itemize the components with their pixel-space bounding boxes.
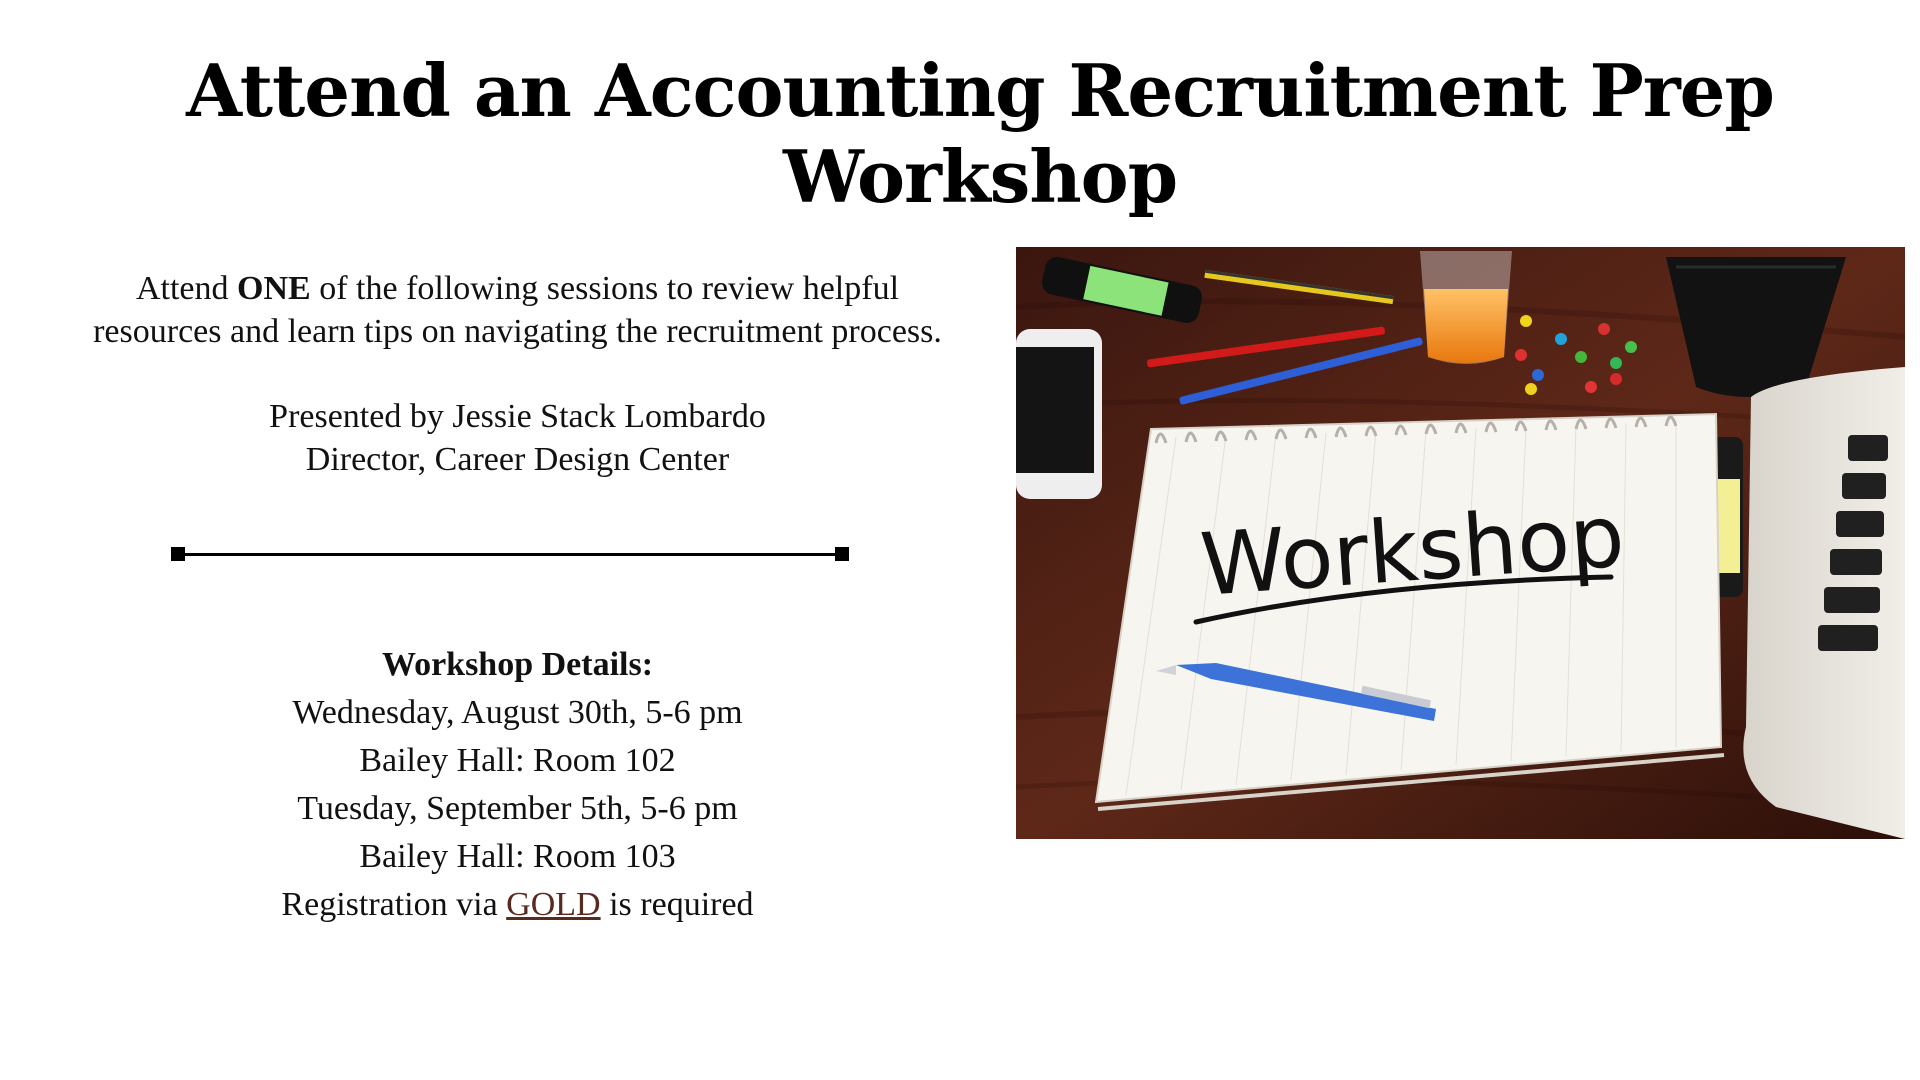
presenter-name: Presented by Jessie Stack Lombardo: [269, 398, 766, 435]
phone-icon: [1016, 329, 1102, 499]
session-2-date: Tuesday, September 5th, 5-6 pm: [297, 790, 738, 827]
workshop-details: [30, 641, 1005, 929]
intro-post: of the following sessions to review helpful: [310, 270, 900, 307]
registration-post: is required: [600, 886, 754, 923]
session-1-date: Wednesday, August 30th, 5-6 pm: [292, 694, 743, 731]
intro-pre: Attend: [135, 270, 238, 307]
juice-glass-icon: [1420, 251, 1512, 364]
presenter-role: Director, Career Design Center: [305, 440, 730, 478]
page-title: Attend an Accounting Recruitment Prep Workshop: [186, 48, 1774, 220]
registration-pre: Registration via: [281, 886, 507, 923]
intro-line-2: resources and learn tips on navigating the recruitment process.: [93, 312, 942, 350]
intro-line-1: [30, 268, 1005, 311]
session-2-location: Bailey Hall: Room 103: [359, 838, 676, 875]
intro-emphasis: ONE: [237, 270, 311, 307]
session-1-location: Bailey Hall: Room 102: [359, 742, 676, 779]
laptop-icon: [1743, 367, 1905, 839]
divider-cap-right: [835, 547, 849, 561]
notebook-word: Workshop: [1197, 486, 1628, 616]
divider-cap-left: [171, 547, 185, 561]
workshop-photo: [1016, 247, 1905, 839]
intro-text: [30, 268, 1005, 353]
divider-line: [175, 553, 845, 556]
registration-note: [30, 881, 1005, 929]
notebook-icon: [1096, 414, 1724, 809]
presenter-block: [30, 396, 1005, 481]
section-divider: [171, 547, 849, 561]
workshop-photo-svg: [1016, 247, 1905, 839]
info-column: [30, 268, 1005, 929]
details-heading: Workshop Details:: [381, 646, 654, 683]
gold-link[interactable]: GOLD: [506, 886, 601, 923]
